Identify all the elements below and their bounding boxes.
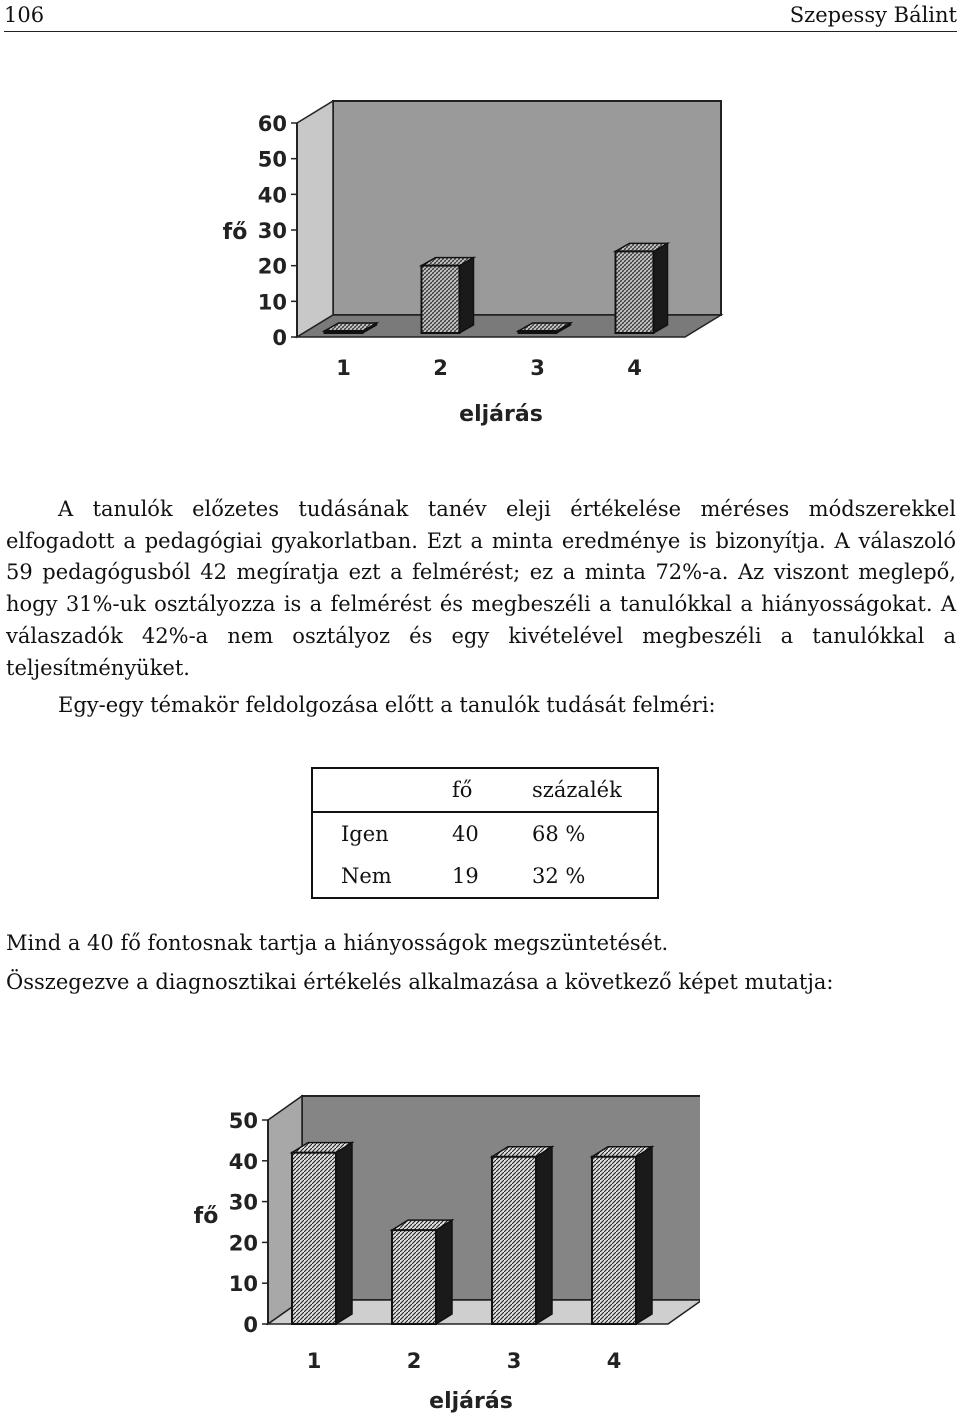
table-header-row	[312, 768, 658, 812]
y-tick-label: 30	[257, 219, 287, 243]
bar-side-face	[654, 243, 668, 333]
bar-side-face	[536, 1147, 552, 1324]
bar-front-face	[616, 251, 654, 333]
y-tick-label: 20	[228, 1231, 258, 1256]
bar-side-face	[436, 1220, 452, 1324]
x-axis-label: eljárás	[429, 1389, 513, 1414]
y-tick-label: 40	[257, 183, 287, 208]
x-category-label: 3	[530, 356, 545, 380]
chart-bar	[422, 258, 474, 333]
y-tick-label: 0	[272, 326, 287, 350]
page-number: 106	[4, 3, 45, 27]
x-category-label: 4	[627, 356, 642, 380]
table-cell: Igen	[341, 822, 389, 846]
bar-side-face	[636, 1147, 652, 1324]
paragraph-summary-intro: Összegezve a diagnosztikai értékelés alkalmazása a következő képet mutatja:	[6, 970, 834, 994]
bar-side-face	[460, 258, 474, 333]
page-header	[4, 0, 957, 32]
table-cell: 19	[452, 864, 479, 888]
chart-bar	[392, 1220, 452, 1324]
y-axis-label: fő	[222, 220, 248, 245]
x-category-label: 1	[306, 1349, 322, 1373]
bar-front-face	[392, 1230, 436, 1324]
chart-side-wall	[297, 101, 333, 337]
table-cell: 40	[452, 822, 479, 846]
survey-result-table	[311, 767, 659, 899]
chart-bar	[292, 1143, 352, 1324]
table-row	[312, 855, 658, 898]
table-cell: Nem	[341, 864, 392, 888]
paragraph-assessment-intro: A tanulók előzetes tudásának tanév eleji értékelése méréses módszerekkel elfogadott a pedagógiai gyakorlatban. Ezt a minta eredménye is bizonyítja. A válaszoló 59 pedagógusból 42 megíratja ezt a felmérést; ez a minta 72%-a. Az viszont meglepő, hogy 31%-uk osztályozza is a felmérést és megbeszéli a tanulókkal a hiányosságokat. A válaszadók 42%-a nem osztályoz és egy kivételével megbeszéli a tanulókkal a teljesítményüket.	[6, 497, 956, 680]
chart-2-svg	[180, 1060, 700, 1427]
y-tick-label: 20	[257, 254, 287, 279]
chart-bar	[492, 1147, 552, 1324]
x-category-label: 1	[336, 356, 351, 380]
chart-bar	[592, 1147, 652, 1324]
bar-front-face	[292, 1153, 336, 1324]
table-row	[312, 812, 658, 855]
bar-side-face	[336, 1143, 352, 1324]
y-tick-label: 60	[257, 112, 287, 136]
table-header-cell: fő	[446, 768, 532, 812]
x-category-label: 2	[406, 1349, 422, 1373]
y-tick-label: 50	[257, 147, 287, 172]
bar-front-face	[422, 266, 460, 333]
chart-bar	[616, 243, 668, 333]
table-header-cell	[312, 768, 446, 812]
bar-front-face	[492, 1157, 536, 1324]
table-cell: 32 %	[532, 864, 586, 888]
paragraph-all-forty: Mind a 40 fő fontosnak tartja a hiányosságok megszüntetését.	[6, 931, 669, 955]
figure-1-bar-chart	[175, 75, 785, 450]
y-tick-label: 50	[228, 1109, 258, 1133]
y-tick-label: 10	[228, 1272, 258, 1297]
y-tick-label: 10	[257, 290, 287, 315]
table-cell: 68 %	[532, 822, 586, 846]
x-category-label: 2	[433, 356, 448, 380]
x-category-label: 4	[606, 1349, 622, 1373]
chart-1-svg	[175, 75, 785, 450]
bar-front-face	[325, 331, 363, 333]
paragraph-topic-survey: Egy-egy témakör feldolgozása előtt a tanulók tudását felméri:	[58, 693, 716, 717]
x-category-label: 3	[506, 1349, 522, 1373]
bar-front-face	[592, 1157, 636, 1324]
bar-front-face	[519, 331, 557, 333]
x-axis-label: eljárás	[459, 402, 543, 427]
running-head-author: Szepessy Bálint	[789, 3, 957, 27]
y-axis-label: fő	[193, 1204, 219, 1229]
table-header-cell: százalék	[532, 768, 658, 812]
y-tick-label: 0	[243, 1313, 258, 1337]
y-tick-label: 40	[228, 1149, 258, 1174]
y-tick-label: 30	[228, 1190, 258, 1215]
figure-2-bar-chart	[180, 1060, 700, 1427]
